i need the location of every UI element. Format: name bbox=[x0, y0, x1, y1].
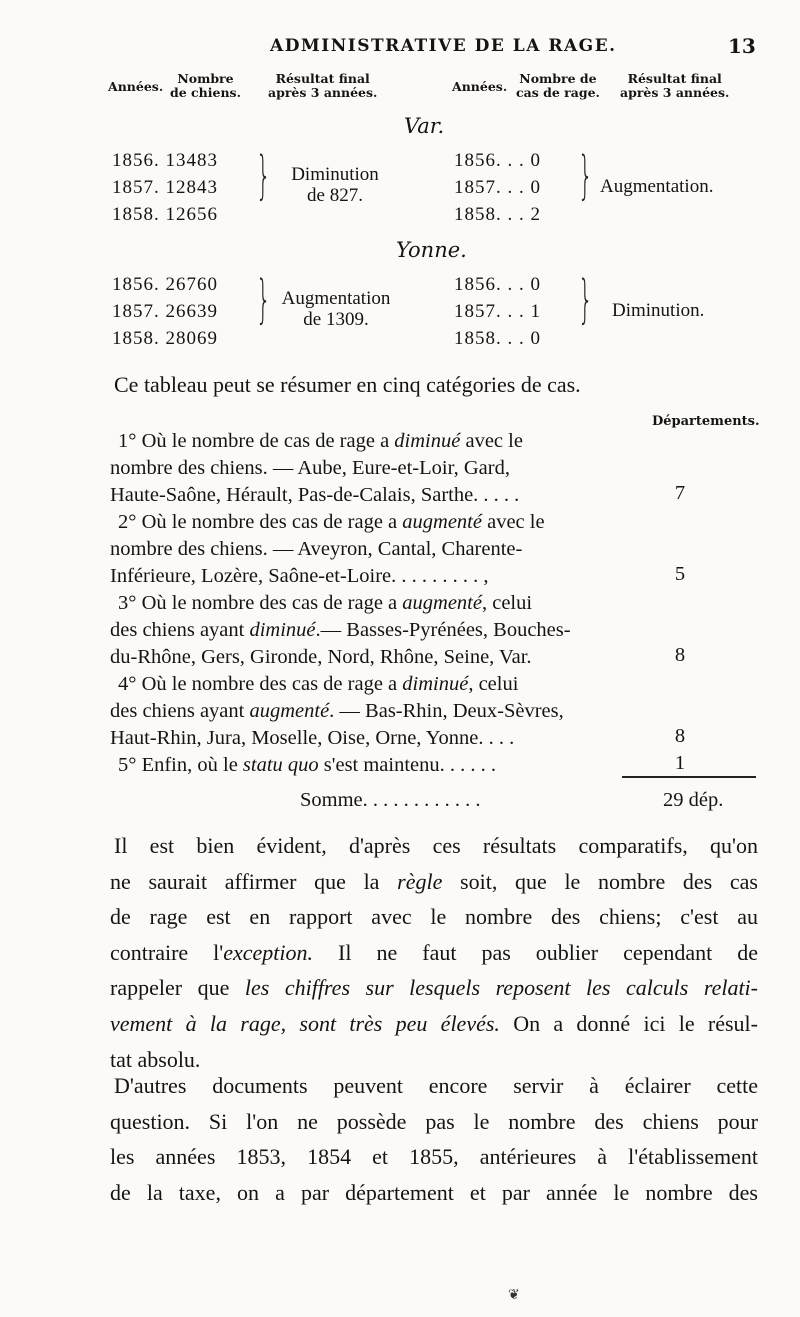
right-header-result-line2: après 3 années. bbox=[620, 85, 730, 100]
text-line: tat absolu. bbox=[110, 1046, 201, 1072]
right-result: Diminution. bbox=[612, 300, 705, 321]
category-count: 7 bbox=[674, 482, 686, 504]
table-row: 1858. . . 2 bbox=[454, 204, 541, 225]
list-item: 2° Où le nombre des cas de rage a augmenté avec le bbox=[118, 511, 545, 533]
page-number: 13 bbox=[728, 34, 756, 58]
table-row: 1858. . . 0 bbox=[454, 328, 541, 349]
table-row: 1856. 26760 bbox=[112, 274, 218, 295]
list-item: nombre des chiens. — Aube, Eure-et-Loir, Gard, bbox=[110, 457, 510, 479]
table-row: 1858. 12656 bbox=[112, 204, 218, 225]
left-header-result-line2: après 3 années. bbox=[268, 85, 378, 100]
brace-icon: } bbox=[578, 146, 593, 206]
brace-icon: } bbox=[256, 270, 271, 330]
text-line: rappeler que les chiffres sur lesquels reposent les calculs relati- bbox=[110, 975, 758, 1001]
brace-icon: } bbox=[578, 270, 593, 330]
list-item: des chiens ayant diminué.— Basses-Pyrénées, Bouches- bbox=[110, 619, 571, 641]
list-item: Haut-Rhin, Jura, Moselle, Oise, Orne, Yonne. . . . bbox=[110, 727, 515, 749]
table-row: 1856. . . 0 bbox=[454, 150, 541, 171]
table-row: 1857. . . 0 bbox=[454, 177, 541, 198]
list-item: Inférieure, Lozère, Saône-et-Loire. . . . . . . . . , bbox=[110, 565, 489, 587]
list-item: Haute-Saône, Hérault, Pas-de-Calais, Sarthe. . . . . bbox=[110, 484, 520, 506]
running-title: ADMINISTRATIVE DE LA RAGE. bbox=[270, 36, 617, 56]
text-line: de la taxe, on a par département et par année le nombre des bbox=[110, 1179, 758, 1205]
right-header-cases-line1: Nombre de bbox=[519, 71, 597, 86]
list-item: du-Rhône, Gers, Gironde, Nord, Rhône, Seine, Var. bbox=[110, 646, 532, 668]
left-header-dogs-line1: Nombre bbox=[177, 71, 234, 86]
category-count: 8 bbox=[674, 644, 686, 666]
text-line: vement à la rage, sont très peu élevés. On a donné ici le résul- bbox=[110, 1010, 758, 1036]
right-header-result bbox=[620, 72, 729, 100]
table-row: 1857. . . 1 bbox=[454, 301, 541, 322]
table-row: 1857. 12843 bbox=[112, 177, 218, 198]
right-header-result-line1: Résultat final bbox=[627, 71, 722, 86]
printer-ornament-icon: ❦ bbox=[508, 1287, 520, 1303]
list-item: des chiens ayant augmenté. — Bas-Rhin, Deux-Sèvres, bbox=[110, 700, 564, 722]
sum-value: 29 dép. bbox=[663, 789, 724, 811]
departements-column-label: Départements. bbox=[652, 414, 760, 429]
categories-list bbox=[110, 428, 630, 779]
list-item: 1° Où le nombre de cas de rage a diminué avec le bbox=[118, 430, 523, 452]
text-line: de rage est en rapport avec le nombre des chiens; c'est au bbox=[110, 904, 758, 930]
category-count: 5 bbox=[674, 563, 686, 585]
list-item: 5° Enfin, où le statu quo s'est maintenu. . . . . . bbox=[118, 754, 497, 776]
right-header-cases-line2: cas de rage. bbox=[516, 85, 600, 100]
right-result: Augmentation. bbox=[600, 176, 714, 197]
table-row: 1857. 26639 bbox=[112, 301, 218, 322]
summary-sentence: Ce tableau peut se résumer en cinq catégories de cas. bbox=[114, 372, 581, 397]
paragraph bbox=[110, 1068, 758, 1210]
text-line: ne saurait affirmer que la règle soit, que le nombre des cas bbox=[110, 868, 758, 894]
left-header-result bbox=[268, 72, 377, 100]
left-result: Augmentation de 1309. bbox=[281, 288, 391, 330]
list-item: 3° Où le nombre des cas de rage a augmenté, celui bbox=[118, 592, 533, 614]
list-item: 4° Où le nombre des cas de rage a diminué, celui bbox=[118, 673, 519, 695]
table-row: 1858. 28069 bbox=[112, 328, 218, 349]
text-line: D'autres documents peuvent encore servir à éclairer cette bbox=[114, 1073, 758, 1098]
left-header-dogs-line2: de chiens. bbox=[170, 85, 241, 100]
left-header-years: Années. bbox=[108, 79, 164, 94]
text-line: Il est bien évident, d'après ces résultats comparatifs, qu'on bbox=[114, 833, 758, 858]
text-line: question. Si l'on ne possède pas le nombre des chiens pour bbox=[110, 1108, 758, 1134]
department-name-var: Var. bbox=[404, 114, 445, 138]
left-header-result-line1: Résultat final bbox=[275, 71, 370, 86]
left-result: Diminution de 827. bbox=[291, 164, 379, 206]
left-header-dogs bbox=[170, 72, 241, 100]
category-count: 1 bbox=[674, 752, 686, 774]
text-line: les années 1853, 1854 et 1855, antérieures à l'établissement bbox=[110, 1144, 758, 1170]
list-item: nombre des chiens. — Aveyron, Cantal, Charente- bbox=[110, 538, 523, 560]
brace-icon: } bbox=[256, 146, 271, 206]
right-header-years: Années. bbox=[452, 79, 508, 94]
category-count: 8 bbox=[674, 725, 686, 747]
right-header-cases bbox=[516, 72, 600, 100]
sum-label: Somme. . . . . . . . . . . . bbox=[300, 789, 481, 811]
table-row: 1856. 13483 bbox=[112, 150, 218, 171]
sum-rule bbox=[622, 776, 756, 778]
paragraph bbox=[110, 828, 758, 1077]
table-row: 1856. . . 0 bbox=[454, 274, 541, 295]
text-line: contraire l'exception. Il ne faut pas oublier cependant de bbox=[110, 939, 759, 965]
department-name-yonne: Yonne. bbox=[396, 238, 467, 262]
